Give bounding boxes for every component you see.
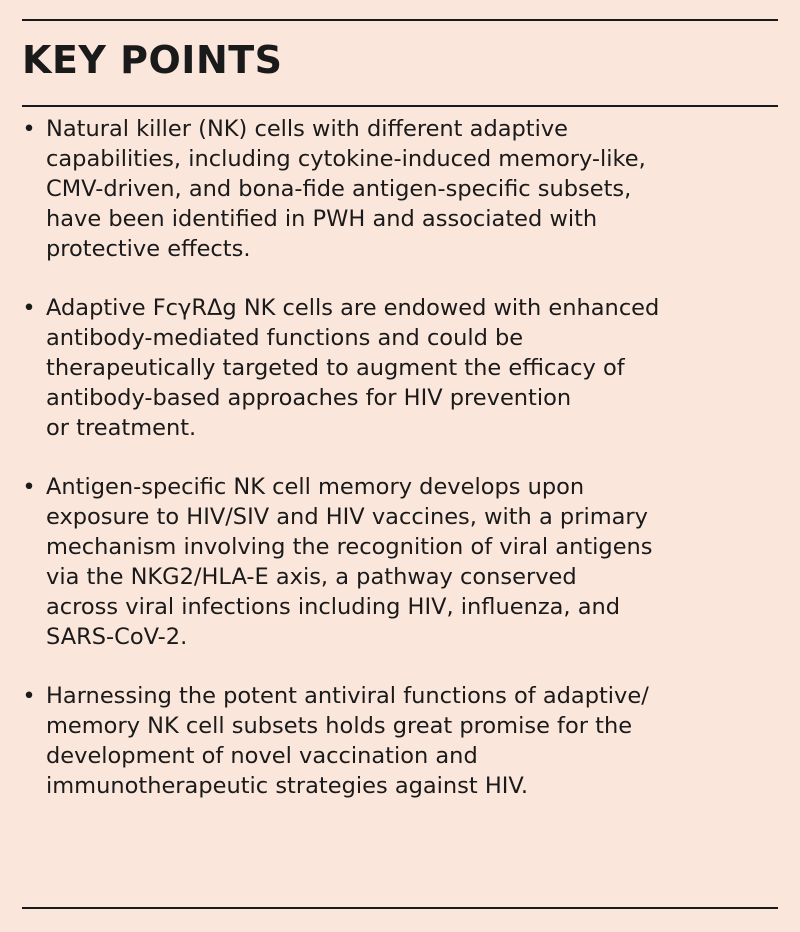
point-line: memory NK cell subsets holds great promise for the	[46, 713, 633, 739]
list-item	[22, 681, 788, 801]
bullet-icon: •	[22, 474, 36, 500]
point-line: capabilities, including cytokine-induced memory-like,	[46, 146, 646, 172]
bottom-rule	[22, 907, 778, 909]
point-line: Harnessing the potent antiviral functions of adaptive/	[46, 683, 649, 709]
section-heading: KEY POINTS	[22, 38, 283, 82]
point-line: antibody-mediated functions and could be	[46, 325, 524, 351]
point-line: therapeutically targeted to augment the efficacy of	[46, 355, 625, 381]
list-item	[22, 293, 788, 443]
bullet-icon: •	[22, 295, 36, 321]
list-item	[22, 114, 788, 264]
bullet-icon: •	[22, 683, 36, 709]
point-line: mechanism involving the recognition of viral antigens	[46, 534, 653, 560]
point-line: have been identified in PWH and associated with	[46, 206, 598, 232]
point-line: Adaptive FcγRΔg NK cells are endowed with enhanced	[46, 295, 660, 321]
point-line: SARS-CoV-2.	[46, 624, 188, 650]
point-line: CMV-driven, and bona-fide antigen-specific subsets,	[46, 176, 632, 202]
top-rule	[22, 19, 778, 21]
point-line: exposure to HIV/SIV and HIV vaccines, with a primary	[46, 504, 648, 530]
point-line: Natural killer (NK) cells with different adaptive	[46, 116, 569, 142]
list-item	[22, 472, 788, 652]
point-line: development of novel vaccination and	[46, 743, 478, 769]
point-line: across viral infections including HIV, influenza, and	[46, 594, 621, 620]
point-line: immunotherapeutic strategies against HIV.	[46, 773, 529, 799]
point-line: Antigen-specific NK cell memory develops upon	[46, 474, 585, 500]
point-line: protective effects.	[46, 236, 251, 262]
heading-rule	[22, 105, 778, 107]
bullet-icon: •	[22, 116, 36, 142]
point-line: or treatment.	[46, 415, 197, 441]
point-line: via the NKG2/HLA-E axis, a pathway conserved	[46, 564, 577, 590]
point-line: antibody-based approaches for HIV prevention	[46, 385, 572, 411]
key-points-list	[22, 114, 788, 801]
